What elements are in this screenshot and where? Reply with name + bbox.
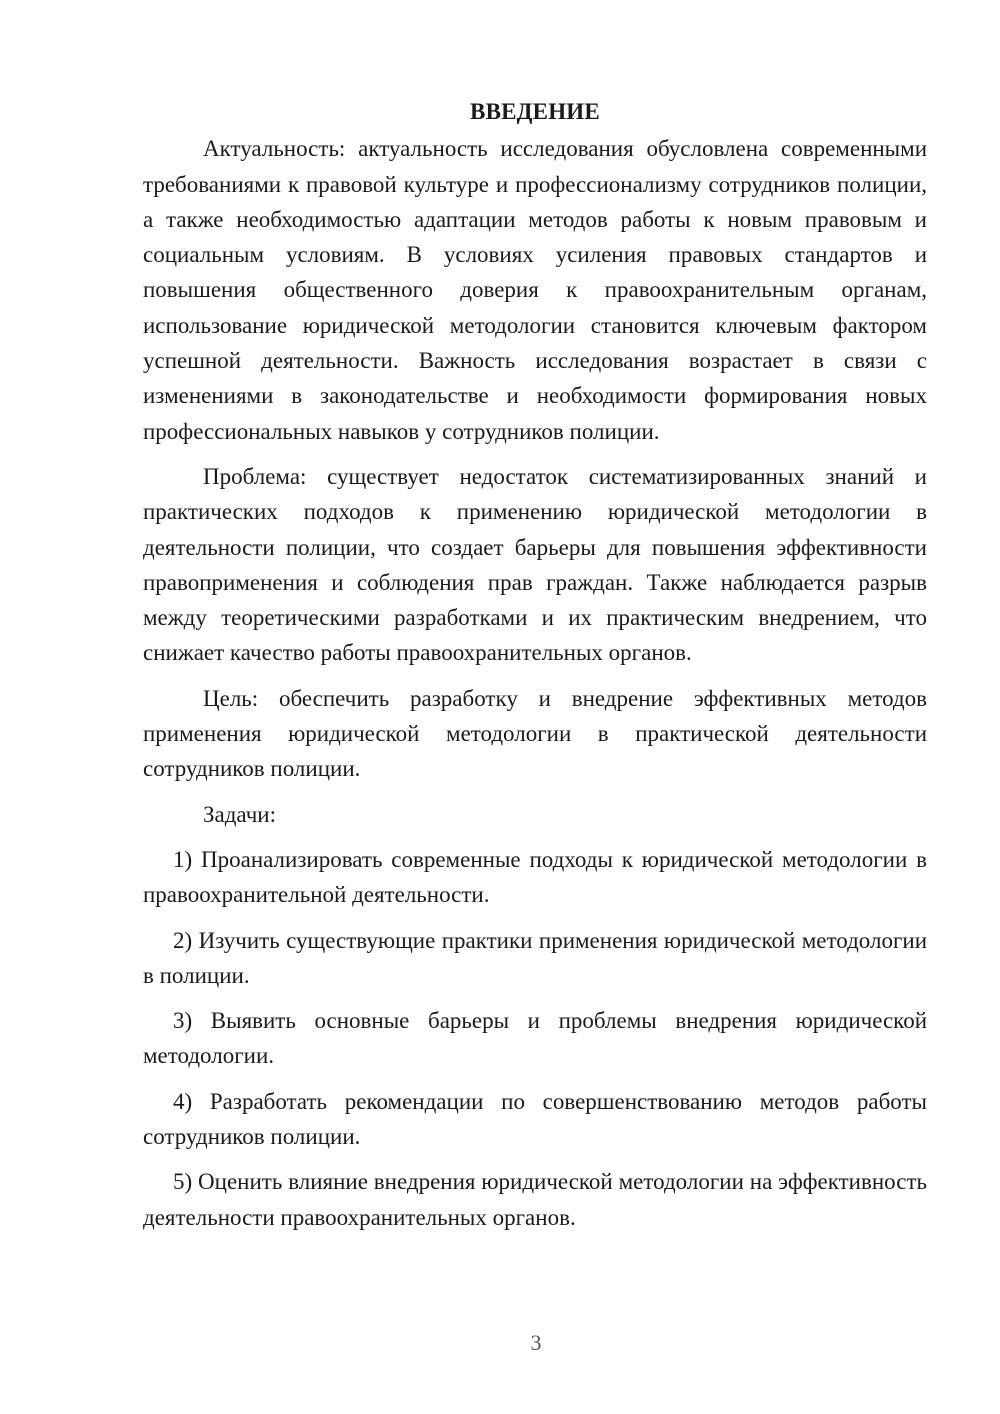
paragraph-goal: Цель: обеспечить разработку и внедрение эффективных методов применения юридической методологии в практической деятельности сотрудников полиции. xyxy=(143,685,927,782)
section-heading: ВВЕДЕНИЕ xyxy=(470,99,600,124)
task-item-2: 2) Изучить существующие практики применения юридической методологии в полиции. xyxy=(143,927,927,988)
paragraph-relevance: Актуальность: актуальность исследования обусловлена современными требованиями к правовой культуре и профессионализму сотрудников полиции, а также необходимостью адаптации методов работы к новым правовым и социальным условиям. В условиях усиления правовых стандартов и повышения общественного доверия к правоохранительным органам, использование юридической методологии становится ключевым фактором успешной деятельности. Важность исследования возрастает в связи с изменениями в законодательстве и необходимости формирования новых профессиональных навыков у сотрудников полиции. xyxy=(143,136,927,444)
page-content xyxy=(143,94,927,1245)
tasks-title: Задачи: xyxy=(203,801,276,827)
task-item-4: 4) Разработать рекомендации по совершенствованию методов работы сотрудников полиции. xyxy=(143,1088,927,1150)
page-number: 3 xyxy=(530,1330,542,1355)
task-item-3: 3) Выявить основные барьеры и проблемы внедрения юридической методологии. xyxy=(143,1008,927,1069)
task-item-5: 5) Оценить влияние внедрения юридической методологии на эффективность деятельности правоохранительных органов. xyxy=(143,1169,927,1230)
paragraph-problem: Проблема: существует недостаток систематизированных знаний и практических подходов к применению юридической методологии в деятельности полиции, что создает барьеры для повышения эффективности правоприменения и соблюдения прав граждан. Также наблюдается разрыв между теоретическими разработками и их практическим внедрением, что снижает качество работы правоохранительных органов. xyxy=(143,463,927,666)
task-item-1: 1) Проанализировать современные подходы к юридической методологии в правоохранительной деятельности. xyxy=(143,846,927,908)
